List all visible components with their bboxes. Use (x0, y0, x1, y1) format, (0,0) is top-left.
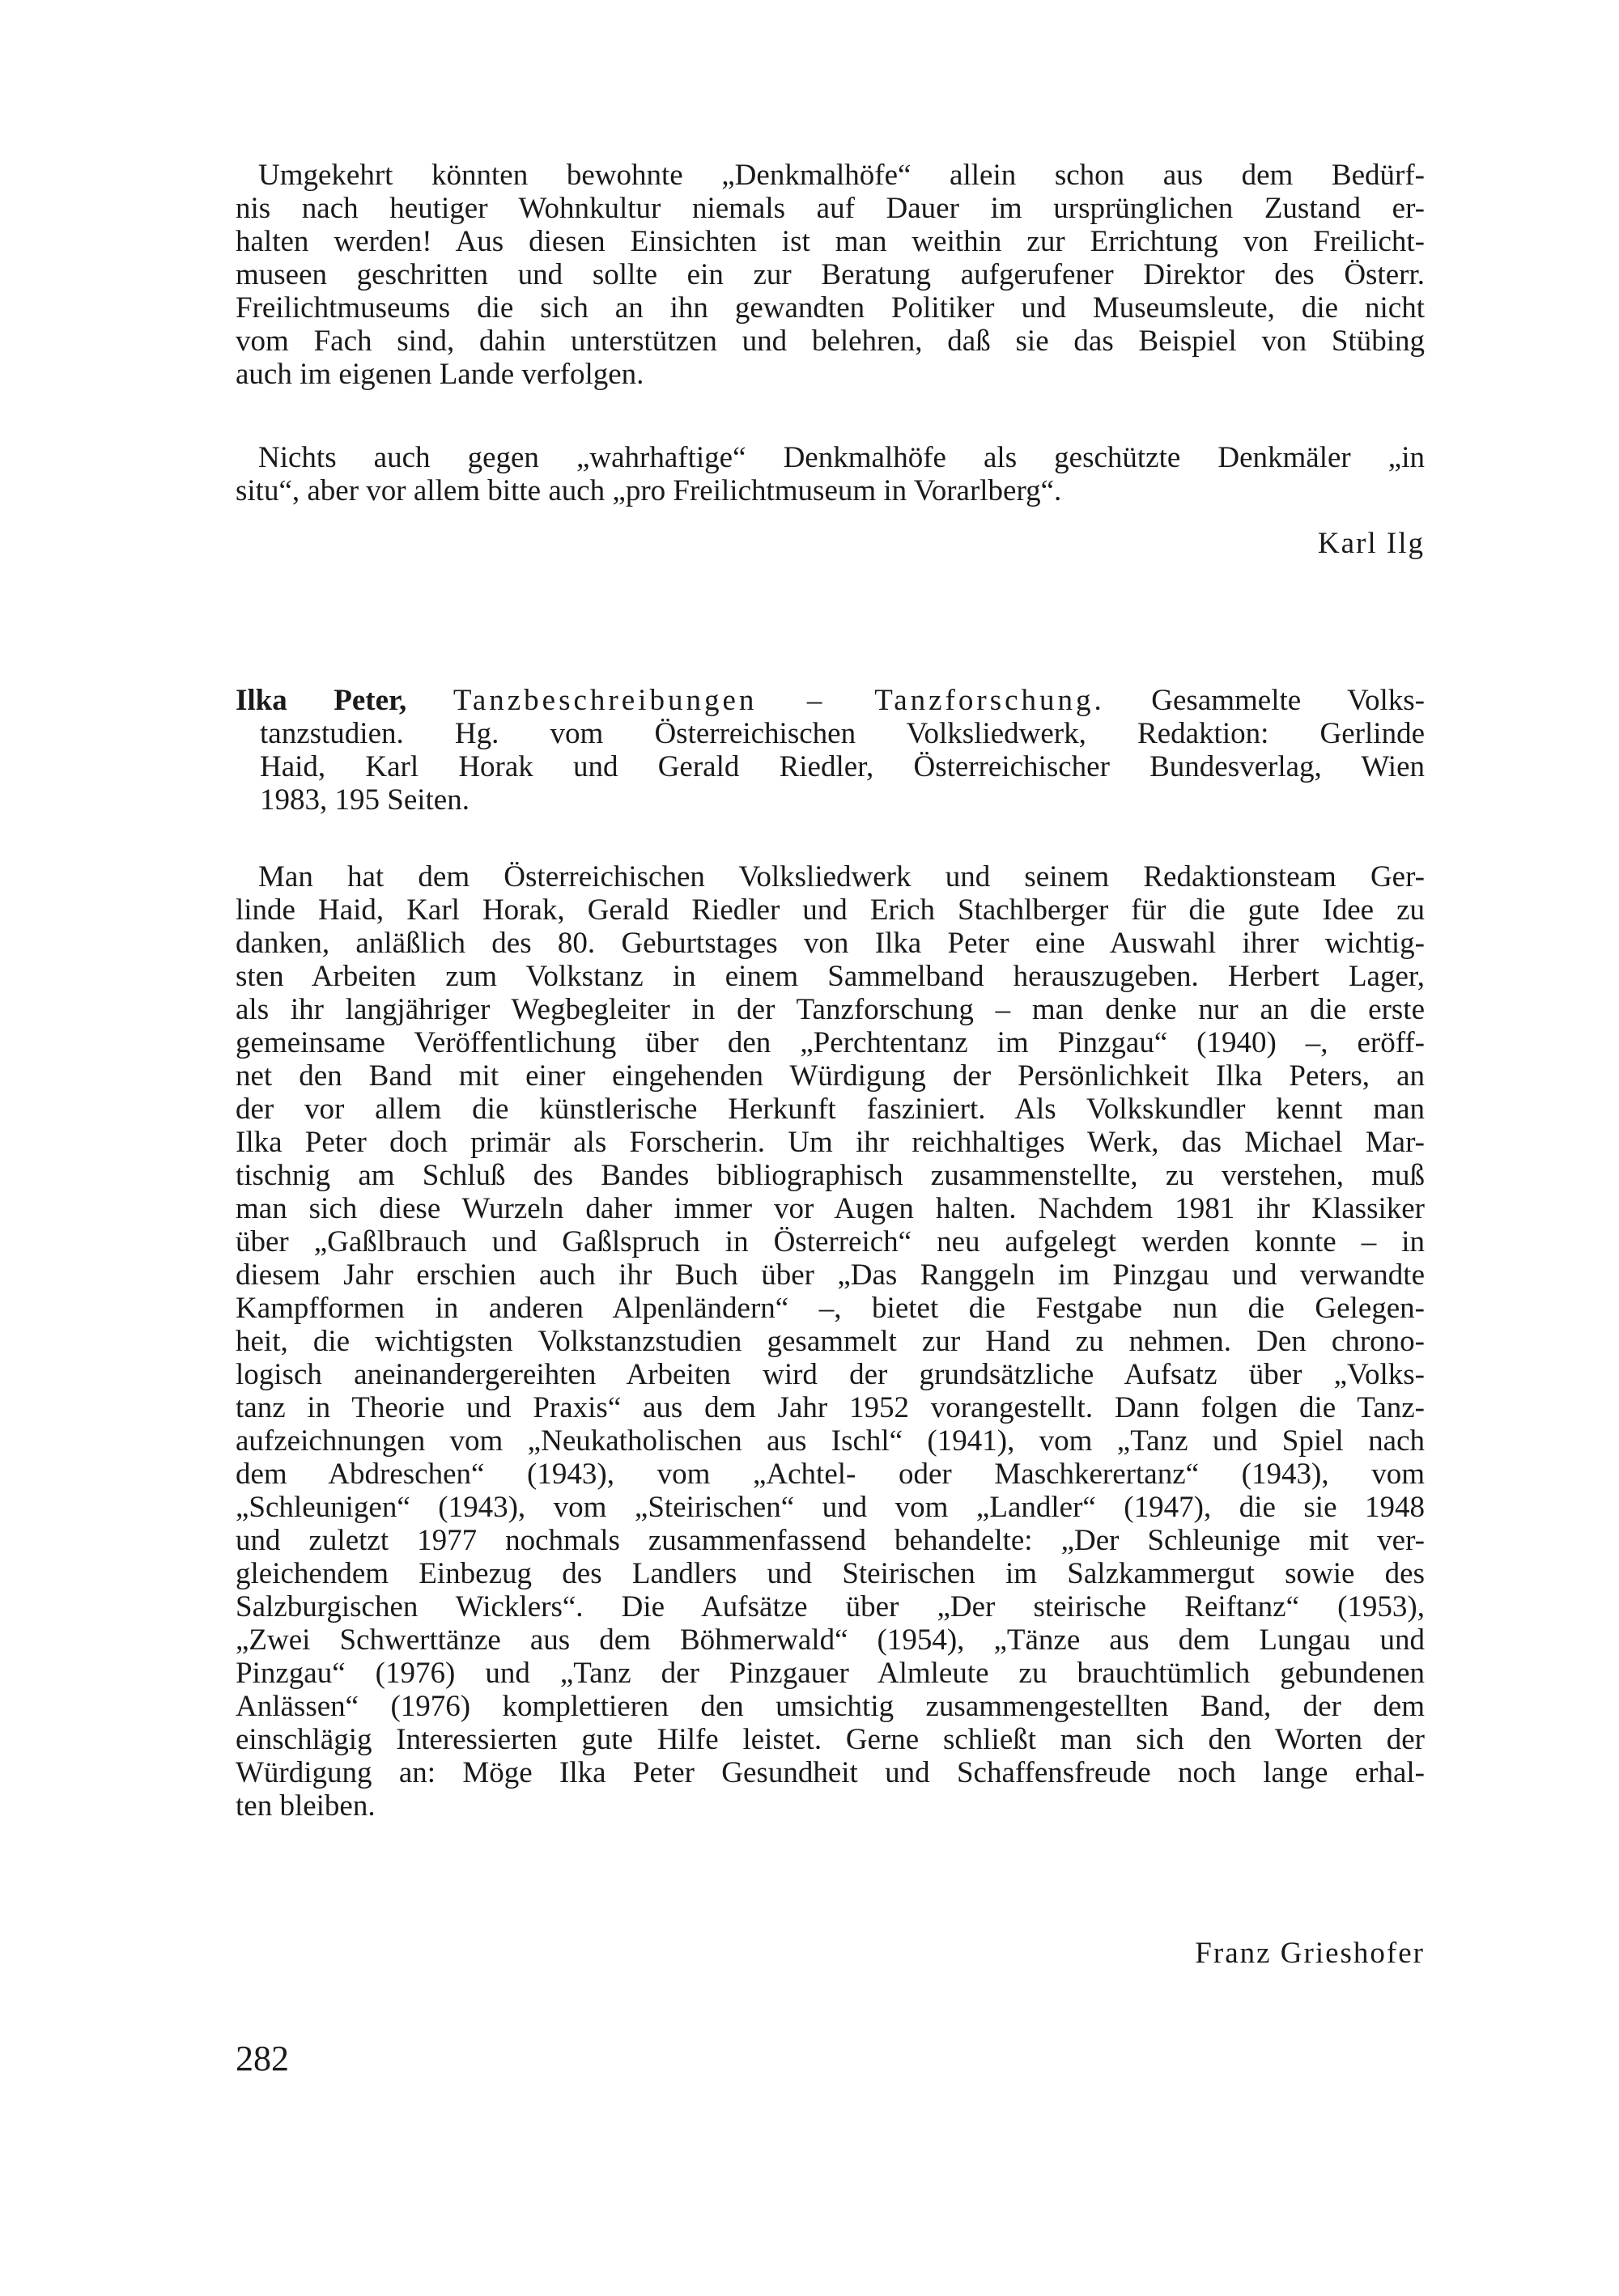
text-line: sten Arbeiten zum Volkstanz in einem Sammelband herauszugeben. Herbert Lager, (236, 960, 1425, 993)
text-line: museen geschritten und sollte ein zur Beratung aufgerufener Direktor des Österr. (236, 258, 1425, 291)
text-line: Anlässen“ (1976) komplettieren den umsichtig zusammengestellten Band, der dem (236, 1690, 1425, 1723)
text-line: dem Abdreschen“ (1943), vom „Achtel- oder Maschkerertanz“ (1943), vom (236, 1458, 1425, 1491)
text-line: aufzeichnungen vom „Neukatholischen aus Ischl“ (1941), vom „Tanz und Spiel nach (236, 1424, 1425, 1458)
review-author: Ilka Peter, (236, 684, 407, 717)
text-line: „Zwei Schwerttänze aus dem Böhmerwald“ (1954), „Tänze aus dem Lungau und (236, 1623, 1425, 1657)
text-line: danken, anläßlich des 80. Geburtstages von Ilka Peter eine Auswahl ihrer wichtig- (236, 927, 1425, 960)
review2-body (236, 860, 1425, 1823)
text-line: tischnig am Schluß des Bandes bibliographisch zusammenstellte, zu verstehen, muß (236, 1159, 1425, 1192)
text-line: Pinzgau“ (1976) und „Tanz der Pinzgauer Almleute zu brauchtümlich gebundenen (236, 1657, 1425, 1690)
review1-paragraph-2 (236, 441, 1425, 507)
text-line: und zuletzt 1977 nochmals zusammenfassend behandelte: „Der Schleunige mit ver- (236, 1524, 1425, 1557)
text-line: 1983, 195 Seiten. (260, 783, 470, 817)
review2-signature: Franz Grieshofer (1195, 1937, 1425, 1970)
review2-header (236, 684, 1425, 817)
page-number: 282 (236, 2039, 289, 2078)
text-line: tanz in Theorie und Praxis“ aus dem Jahr 1952 vorangestellt. Dann folgen die Tanz- (236, 1391, 1425, 1424)
text-line: Freilichtmuseums die sich an ihn gewandten Politiker und Museumsleute, die nicht (236, 291, 1425, 325)
text-line: als ihr langjähriger Wegbegleiter in der Tanzforschung – man denke nur an die erste (236, 993, 1425, 1026)
text-line: Umgekehrt könnten bewohnte „Denkmalhöfe“ allein schon aus dem Bedürf- (258, 159, 1425, 192)
text-line: einschlägig Interessierten gute Hilfe leistet. Gerne schließt man sich den Worten der (236, 1723, 1425, 1756)
text-line: linde Haid, Karl Horak, Gerald Riedler und Erich Stachlberger für die gute Idee zu (236, 893, 1425, 927)
text-line: situ“, aber vor allem bitte auch „pro Freilichtmuseum in Vorarlberg“. (236, 474, 1062, 507)
text-line: tanzstudien. Hg. vom Österreichischen Volksliedwerk, Redaktion: Gerlinde (260, 717, 1425, 750)
text-line: man sich diese Wurzeln daher immer vor Augen halten. Nachdem 1981 ihr Klassiker (236, 1192, 1425, 1225)
text-line: heit, die wichtigsten Volkstanzstudien gesammelt zur Hand zu nehmen. Den chrono- (236, 1325, 1425, 1358)
text-line: auch im eigenen Lande verfolgen. (236, 358, 644, 391)
text-line: „Schleunigen“ (1943), vom „Steirischen“ und vom „Landler“ (1947), die sie 1948 (236, 1491, 1425, 1524)
text-line: Kampfformen in anderen Alpenländern“ –, bietet die Festgabe nun die Gelegen- (236, 1292, 1425, 1325)
text-line: nis nach heutiger Wohnkultur niemals auf Dauer im ursprünglichen Zustand er- (236, 192, 1425, 225)
book-title: Tanzbeschreibungen – Tanzforschung. (453, 684, 1105, 717)
review1-signature: Karl Ilg (1317, 527, 1425, 560)
text-line: diesem Jahr erschien auch ihr Buch über „Das Ranggeln im Pinzgau und verwandte (236, 1258, 1425, 1292)
text-line: halten werden! Aus diesen Einsichten ist man weithin zur Errichtung von Freilicht- (236, 225, 1425, 258)
text-line: Haid, Karl Horak und Gerald Riedler, Österreichischer Bundesverlag, Wien (260, 750, 1425, 783)
text-line: Ilka Peter doch primär als Forscherin. Um ihr reichhaltiges Werk, das Michael Mar- (236, 1126, 1425, 1159)
text-line: ten bleiben. (236, 1789, 376, 1823)
text-line: vom Fach sind, dahin unterstützen und belehren, daß sie das Beispiel von Stübing (236, 325, 1425, 358)
text-line: Würdigung an: Möge Ilka Peter Gesundheit und Schaffensfreude noch lange erhal- (236, 1756, 1425, 1789)
text-line: der vor allem die künstlerische Herkunft fasziniert. Als Volkskundler kennt man (236, 1093, 1425, 1126)
text-line: logisch aneinandergereihten Arbeiten wird der grundsätzliche Aufsatz über „Volks- (236, 1358, 1425, 1391)
review1-paragraph-1 (236, 159, 1425, 391)
text-line: net den Band mit einer eingehenden Würdigung der Persönlichkeit Ilka Peters, an (236, 1059, 1425, 1093)
text-line: über „Gaßlbrauch und Gaßlspruch in Österreich“ neu aufgelegt werden konnte – in (236, 1225, 1425, 1258)
text-line: Salzburgischen Wicklers“. Die Aufsätze über „Der steirische Reiftanz“ (1953), (236, 1590, 1425, 1623)
text-line: gemeinsame Veröffentlichung über den „Perchtentanz im Pinzgau“ (1940) –, eröff- (236, 1026, 1425, 1059)
text-fragment: Gesammelte Volks- (1151, 684, 1425, 717)
text-line: gleichendem Einbezug des Landlers und Steirischen im Salzkammergut sowie des (236, 1557, 1425, 1590)
text-line (236, 684, 1425, 717)
text-line: Nichts auch gegen „wahrhaftige“ Denkmalhöfe als geschützte Denkmäler „in (258, 441, 1425, 474)
text-line: Man hat dem Österreichischen Volksliedwerk und seinem Redaktionsteam Ger- (258, 860, 1425, 893)
